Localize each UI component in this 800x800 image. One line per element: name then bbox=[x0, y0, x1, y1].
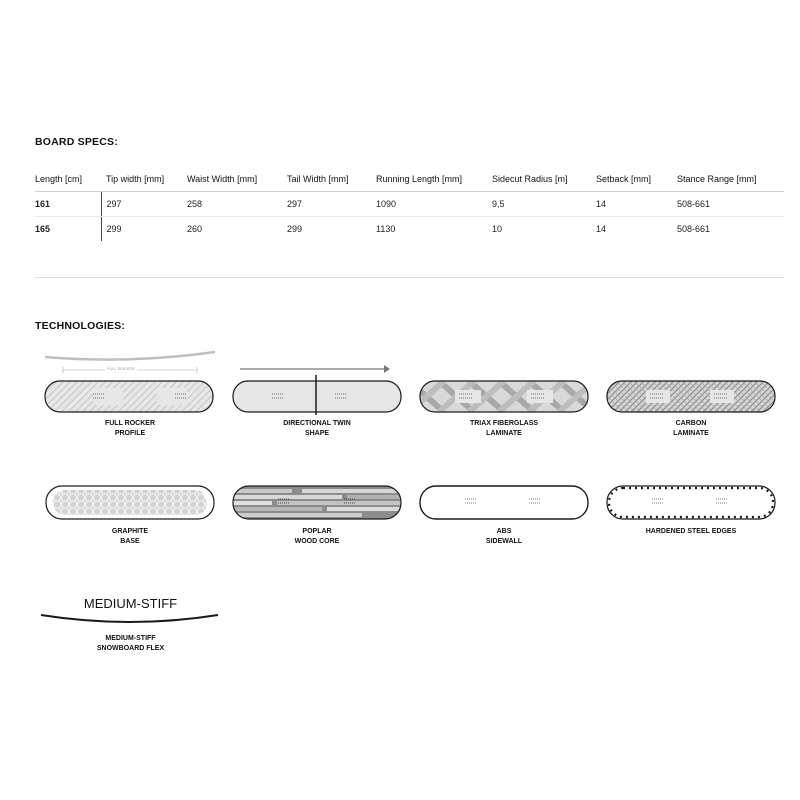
cell-length: 161 bbox=[35, 192, 101, 217]
poplar-wood-core-board-icon bbox=[232, 480, 402, 525]
section-divider bbox=[35, 277, 784, 278]
header-tip-width: Tip width [mm] bbox=[101, 166, 187, 192]
steel-edges-board-icon bbox=[606, 480, 776, 525]
tech-label: ABS SIDEWALL bbox=[485, 528, 523, 545]
header-running-length: Running Length [mm] bbox=[376, 166, 492, 192]
cell-tail-width: 299 bbox=[287, 224, 303, 234]
cell-stance-range: 508-661 bbox=[677, 224, 711, 234]
table-row bbox=[35, 217, 784, 242]
cell-running-length: 1090 bbox=[376, 192, 492, 217]
graphite-base-board-icon bbox=[45, 480, 215, 525]
tech-abs-sidewall bbox=[419, 480, 589, 555]
tech-directional-twin bbox=[232, 350, 402, 445]
triax-fiberglass-board-icon bbox=[419, 350, 589, 420]
tech-full-rocker bbox=[45, 350, 215, 445]
board-specs-title: BOARD SPECS: bbox=[35, 136, 118, 148]
flex-label: MEDIUM-STIFF SNOWBOARD FLEX bbox=[96, 635, 165, 652]
carbon-laminate-board-icon bbox=[606, 350, 776, 420]
cell-waist-width: 258 bbox=[187, 192, 287, 217]
full-rocker-caption: FULL ROCKER bbox=[107, 366, 135, 371]
tech-label: CARBON LAMINATE bbox=[673, 420, 709, 437]
header-tail-width: Tail Width [mm] bbox=[287, 166, 376, 192]
cell-waist-width: 260 bbox=[187, 224, 203, 234]
cell-tip-width: 299 bbox=[106, 224, 122, 234]
cell-sidecut-radius: 9,5 bbox=[492, 192, 596, 217]
cell-setback: 14 bbox=[596, 224, 607, 234]
header-sidecut-radius: Sidecut Radius [m] bbox=[492, 166, 596, 192]
full-rocker-board-icon bbox=[45, 350, 215, 420]
cell-setback: 14 bbox=[596, 192, 677, 217]
tech-triax-fiberglass bbox=[419, 350, 589, 445]
header-waist-width: Waist Width [mm] bbox=[187, 166, 287, 192]
tech-label: FULL ROCKER PROFILE bbox=[104, 420, 156, 437]
flex-curve-icon bbox=[38, 612, 223, 632]
tech-label: DIRECTIONAL TWIN SHAPE bbox=[283, 420, 351, 437]
cell-sidecut-radius: 10 bbox=[492, 224, 503, 234]
tech-label: TRIAX FIBERGLASS LAMINATE bbox=[469, 420, 539, 437]
technologies-title: TECHNOLOGIES: bbox=[35, 320, 126, 332]
table-header-row bbox=[35, 166, 784, 192]
board-specs-table bbox=[35, 166, 784, 241]
directional-twin-board-icon bbox=[232, 350, 402, 420]
tech-hardened-steel-edges bbox=[606, 480, 776, 555]
table-row bbox=[35, 192, 784, 217]
tech-graphite-base bbox=[45, 480, 215, 555]
tech-label: HARDENED STEEL EDGES bbox=[645, 528, 737, 535]
header-length: Length [cm] bbox=[35, 166, 101, 192]
cell-tip-width: 297 bbox=[101, 192, 187, 217]
tech-carbon-laminate bbox=[606, 350, 776, 445]
flex-value-label: MEDIUM-STIFF bbox=[83, 596, 178, 611]
tech-label: GRAPHITE BASE bbox=[111, 528, 149, 545]
cell-stance-range: 508-661 bbox=[677, 192, 784, 217]
abs-sidewall-board-icon bbox=[419, 480, 589, 525]
cell-running-length: 1130 bbox=[376, 224, 396, 234]
tech-label: POPLAR WOOD CORE bbox=[294, 528, 340, 545]
cell-tail-width: 297 bbox=[287, 192, 376, 217]
header-setback: Setback [mm] bbox=[596, 166, 677, 192]
header-stance-range: Stance Range [mm] bbox=[677, 166, 784, 192]
tech-poplar-wood-core bbox=[232, 480, 402, 555]
flex-indicator bbox=[38, 590, 223, 660]
cell-length: 165 bbox=[35, 217, 101, 242]
